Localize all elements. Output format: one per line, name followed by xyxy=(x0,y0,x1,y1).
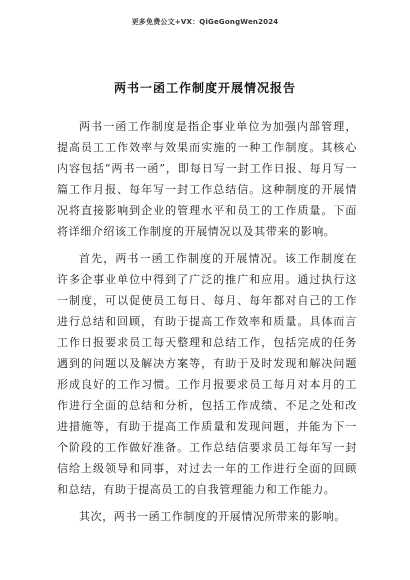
document-body xyxy=(57,116,357,533)
paragraph-intro: 两书一函工作制度是指企事业单位为加强内部管理，提高员工工作效率与效果而实施的一种工作制度。其核心内容包括“两书一函”，即每日写一封工作日报、每月写一篇工作月报、每年写一封工作总结信。这种制度的开展情况将直接影响到企业的管理水平和员工的工作质量。下面将详细介绍该工作制度的开展情况以及其带来的影响。 xyxy=(57,120,357,238)
paragraph-second: 其次，两书一函工作制度的开展情况所带来的影响。 xyxy=(79,510,346,523)
document-title: 两书一函工作制度开展情况报告 xyxy=(113,81,296,95)
header-note: 更多免费公文+VX：QiGeGongWen2024 xyxy=(131,18,279,26)
paragraph-first: 首先，两书一函工作制度的开展情况。该工作制度在许多企事业单位中得到了广泛的推广和应用。通过执行这一制度，可以促使员工每日、每月、每年都对自己的工作进行总结和回顾，有助于提高工作效率和质量。具体而言工作日报要求员工每天整理和总结工作，包括完成的任务遇到的问题以及解决方案等，有助于及时发现和解决问题形成良好的工作习惯。工作月报要求员工每月对本月的工作进行全面的总结和分析，包括工作成绩、不足之处和改进措施等，有助于提高工作质量和发现问题，并能为下一个阶段的工作做好准备。工作总结信要求员工每年写一封信给上级领导和同事，对过去一年的工作进行全面的回顾和总结，有助于提高员工的自我管理能力和工作能力。 xyxy=(57,252,357,496)
